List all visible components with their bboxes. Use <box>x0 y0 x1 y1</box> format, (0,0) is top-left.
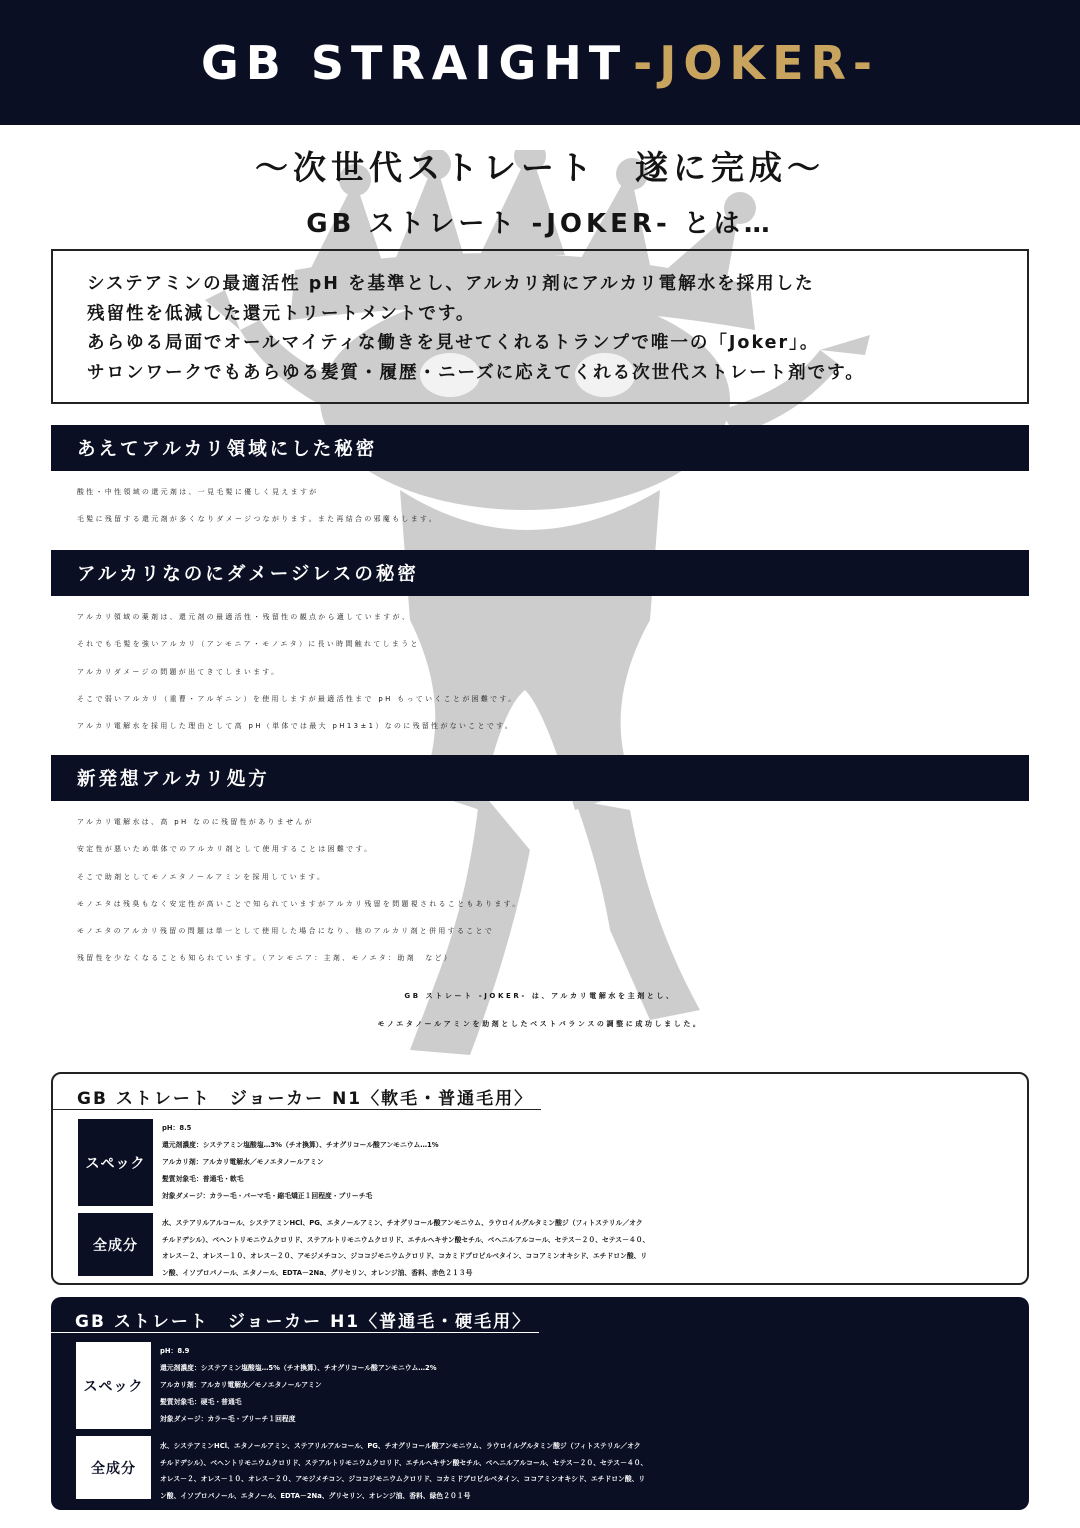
spec-concentration: 還元剤濃度：システアミン塩酸塩…5%（チオ換算）、チオグリコール酸アンモニウム…2% <box>160 1364 437 1372</box>
body-line: アルカリ電解水を採用した理由として高 pH（単体では最大 pH13±1）なのに残留性がないことです。 <box>77 722 515 731</box>
section-heading-alkaline-secret: あえてアルカリ領域にした秘密 <box>51 425 1029 471</box>
intro-line: サロンワークでもあらゆる髪質・履歴・ニーズに応えてくれる次世代ストレート剤です。 <box>87 362 865 383</box>
intro-line: システアミンの最適活性 pH を基準とし、アルカリ剤にアルカリ電解水を採用した <box>87 274 815 294</box>
section-body-damageless-secret <box>77 604 1037 740</box>
ingredients-line: チルドデシル）、ベヘントリモニウムクロリド、ステアルトリモニウムクロリド、エチルヘキサン酸セチル、ベヘニルアルコール、セテス－２０、セテス－４０、 <box>162 1235 650 1244</box>
intro-line: あらゆる局面でオールマイティな働きを見せてくれるトランプで唯一の「Joker」。 <box>87 333 820 353</box>
body-line: アルカリ領域の薬剤は、還元剤の最適活性・残留性の観点から適していますが、 <box>77 613 412 621</box>
ingredients-line: オレス－２、オレス－１０、オレス－２０、アモジメチコン、ジココジモニウムクロリド、コカミドプロピルベタイン、ココアミンオキシド、エチドロン酸、リ <box>160 1475 646 1483</box>
body-line: アルカリダメージの問題が出てきてしまいます。 <box>77 667 281 676</box>
section-heading-damageless-secret: アルカリなのにダメージレスの秘密 <box>51 550 1029 596</box>
intro-box <box>51 249 1029 404</box>
ingredients-line: ン酸、イソプロパノール、エタノール、EDTA－2Na、グリセリン、オレンジ油、香料、緑色２０１号 <box>160 1491 471 1500</box>
spec-damage: 対象ダメージ：カラー毛・パーマ毛・縮毛矯正１回程度・ブリーチ毛 <box>162 1192 373 1200</box>
product-card-n1 <box>51 1072 1029 1285</box>
ingredients-line: ン酸、イソプロパノール、エタノール、EDTA－2Na、グリセリン、オレンジ油、香料、赤色２１３号 <box>162 1268 473 1277</box>
header-banner <box>0 0 1080 125</box>
title-underline <box>53 1109 541 1110</box>
product-title: GB ストレート ジョーカー H1〈普通毛・硬毛用〉 <box>75 1312 532 1332</box>
conclusion-line: GB ストレート -JOKER- は、アルカリ電解水を主剤とし、 <box>404 992 676 1000</box>
body-line: 残留性を少なくなることも知られています。（アンモニア：主剤、モノエタ：助剤 など） <box>77 954 454 963</box>
tagline: 〜次世代ストレート 遂に完成〜 <box>255 148 825 187</box>
intro-line: 残留性を低減した還元トリートメントです。 <box>87 303 476 324</box>
body-line: モノエタのアルカリ残留の問題は単一として使用した場合になり、他のアルカリ剤と併用することで <box>77 927 495 936</box>
spec-ph: pH：8.9 <box>160 1347 190 1355</box>
ingredients-list <box>160 1438 1020 1504</box>
body-line: 安定性が悪いため単体でのアルカリ剤として使用することは困難です。 <box>77 845 374 854</box>
product-title: GB ストレート ジョーカー N1〈軟毛・普通毛用〉 <box>77 1089 534 1109</box>
title-main: GB STRAIGHT <box>200 35 628 90</box>
spec-damage: 対象ダメージ：カラー毛・ブリーチ１回程度 <box>160 1415 296 1423</box>
body-line: そこで弱いアルカリ（重曹・アルギニン）を使用しますが最適活性まで pH もっていくことが困難です。 <box>77 694 518 703</box>
spec-hair-type: 髪質対象毛：普通毛・軟毛 <box>162 1175 244 1183</box>
ingredients-list <box>162 1215 1022 1281</box>
title-accent: -JOKER- <box>633 35 880 90</box>
ingredients-line: 水、システアミンHCl、エタノールアミン、ステアリルアルコール、PG、チオグリコール酸アンモニウム、ラウロイルグルタミン酸ジ（フィトステリル／オク <box>160 1442 641 1450</box>
ingredients-line: オレス－２、オレス－１０、オレス－２０、アモジメチコン、ジココジモニウムクロリド、コカミドプロピルベタイン、ココアミンオキシド、エチドロン酸、リ <box>162 1252 648 1260</box>
body-line: モノエタは残臭もなく安定性が高いことで知られていますがアルカリ残留を問題視されることもあります。 <box>77 899 522 908</box>
body-line: 毛髪に残留する還元剤が多くなりダメージつながります。また再結合の邪魔もします。 <box>77 515 439 524</box>
ingredients-line: 水、ステアリルアルコール、システアミンHCl、PG、エタノールアミン、チオグリコール酸アンモニウム、ラウロイルグルタミン酸ジ（フィトステリル／オク <box>162 1219 643 1227</box>
body-line: アルカリ電解水は、高 pH なのに残留性がありませんが <box>77 818 314 826</box>
spec-alkali: アルカリ剤：アルカリ電解水／モノエタノールアミン <box>162 1158 324 1166</box>
spec-label: スペック <box>78 1119 153 1206</box>
conclusion-line: モノエタノールアミンを助剤としたベストバランスの調整に成功しました。 <box>377 1020 703 1028</box>
ingredients-line: チルドデシル）、ベヘントリモニウムクロリド、ステアルトリモニウムクロリド、エチルヘキサン酸セチル、ベヘニルアルコール、セテス－２０、セテス－４０、 <box>160 1458 648 1467</box>
title-underline <box>51 1332 539 1333</box>
body-line: それでも毛髪を強いアルカリ（アンモニア・モノエタ）に長い時間触れてしまうと <box>77 640 420 649</box>
subtitle: GB ストレート -JOKER- とは… <box>306 209 774 239</box>
spec-ph: pH：8.5 <box>162 1124 192 1132</box>
body-line: 酸性・中性領域の還元剤は、一見毛髪に優しく見えますが <box>77 488 319 496</box>
spec-alkali: アルカリ剤：アルカリ電解水／モノエタノールアミン <box>160 1381 322 1389</box>
section-heading-new-formula: 新発想アルカリ処方 <box>51 755 1029 801</box>
section-body-alkaline-secret <box>77 479 1037 534</box>
spec-label: スペック <box>76 1342 151 1429</box>
spec-hair-type: 髪質対象毛：硬毛・普通毛 <box>160 1398 242 1406</box>
ingredients-label: 全成分 <box>76 1436 151 1499</box>
section-body-new-formula <box>77 809 1037 973</box>
conclusion <box>0 982 1080 1038</box>
body-line: そこで助剤としてモノエタノールアミンを採用しています。 <box>77 872 327 881</box>
spec-list <box>160 1343 1010 1428</box>
page-title <box>201 36 879 90</box>
ingredients-label: 全成分 <box>78 1213 153 1276</box>
product-card-h1 <box>51 1297 1029 1510</box>
spec-list <box>162 1120 1012 1205</box>
spec-concentration: 還元剤濃度：システアミン塩酸塩…3%（チオ換算）、チオグリコール酸アンモニウム…1% <box>162 1141 439 1149</box>
